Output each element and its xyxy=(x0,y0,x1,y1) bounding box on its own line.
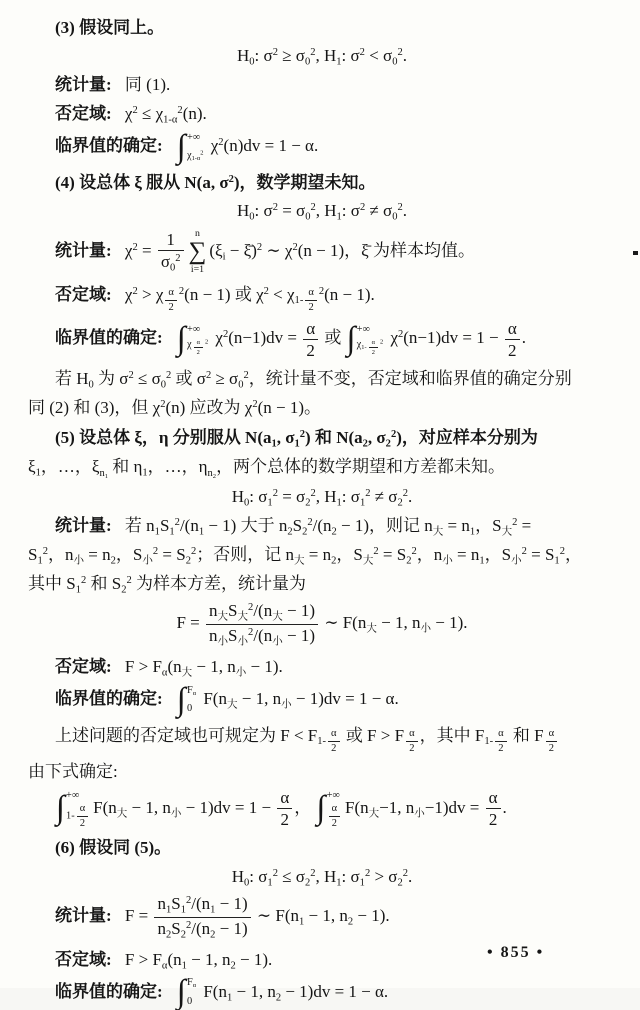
sec3-heading xyxy=(28,16,616,39)
sec5-statistic1-math: 若 $n_1S_1^2/(n_1 - 1)$ 大于 $n_2S_2^2/(n_2 - 1)$，则记 $n_大 = n_1$，$S_大^2$ = xyxy=(124,516,532,538)
rejection-label: 否定域: xyxy=(55,656,112,676)
sec3-hypothesis-math: $H_0$: $\sigma^2 \ge \sigma_0^2$, $H_1$: $\sigma^2 < \sigma_0^2$. xyxy=(237,46,407,68)
sec3-rejection-math: $\chi^2 \le \chi_{1-\alpha}^2(n)$. xyxy=(124,103,207,126)
statistic-label: 统计量: xyxy=(55,75,112,95)
sec5-note2-text: 由下式确定: xyxy=(28,761,118,781)
sec5-note-formula-math: ∫ +∞ 1- $\frac{\alpha}{2}$ $F(n_大 - 1$, $n_小 - 1)dv = 1$ − $\frac{\alpha}{2}$ ， ∫ +∞ $\frac{\alpha}{2}$ $F(n_大-1$, $n_小-1)dv$ = $\frac{\alpha}{2}$ . xyxy=(56,788,507,830)
sec5-rejection-math: $F > F_\alpha(n_大 - 1$, $n_小 - 1$). xyxy=(124,656,283,679)
sec5-heading-line1 xyxy=(28,426,616,450)
sec5-formula xyxy=(28,601,616,648)
critical-label: 临界值的确定: xyxy=(55,328,163,348)
sec4-heading xyxy=(28,171,616,194)
sec5-statistic-line1 xyxy=(28,514,616,538)
rejection-label: 否定域: xyxy=(55,103,112,123)
sec3-statistic-math: 同 (1). xyxy=(124,75,171,95)
sec5-hypothesis-math: $H_0$: $\sigma_1^2 = \sigma_2^2$, $H_1$: $\sigma_1^2 \ne \sigma_2^2$. xyxy=(231,487,413,509)
scan-artifact xyxy=(633,251,638,255)
sec5-heading1-text: (5) 设总体 ξ，η 分别服从 $N(a_1$, $\sigma_1^2$) 和 $N(a_2$, $\sigma_2^2$)，对应样本分别为 xyxy=(55,428,538,450)
sec6-rejection-math: $F > F_\alpha(n_1 - 1$, $n_2 - 1$). xyxy=(124,949,273,971)
sec4-hypothesis-math: $H_0$: $\sigma^2 = \sigma_0^2$, $H_1$: $\sigma^2 \ne \sigma_0^2$. xyxy=(237,201,407,223)
sec5-heading-line2 xyxy=(28,455,616,480)
sec3-critical-math: ∫ +∞ $\chi_{1-\alpha}^2$ $\chi^2(n)dv = 1 - \alpha$. xyxy=(176,128,319,165)
sec3-rejection xyxy=(28,102,616,126)
sec4-note1-math: 若 $H_0$ 为 $\sigma^2 \le \sigma_0^2$ 或 $\sigma^2 \ge \sigma_0^2$，统计量不变，否定域和临界值的确定分别 xyxy=(55,369,572,391)
sec6-critical xyxy=(28,976,616,1009)
critical-label: 临界值的确定: xyxy=(55,136,163,156)
sec6-heading-text: (6) 假设同 (5)。 xyxy=(55,838,172,858)
sec6-statistic-math: F = $\frac{n_1S_1^2/(n_1 - 1)}{n_2S_2^2/(n_2 - 1)}$ ∼ $F(n_1 - 1$, $n_2 - 1$). xyxy=(124,893,390,941)
critical-label: 临界值的确定: xyxy=(55,689,163,709)
sec5-rejection xyxy=(28,655,616,679)
sec6-hypothesis-math: $H_0$: $\sigma_1^2 \le \sigma_2^2$, $H_1$: $\sigma_1^2 > \sigma_2^2$. xyxy=(231,866,413,889)
sec4-note-line1 xyxy=(28,367,616,391)
sec3-hypothesis xyxy=(28,44,616,68)
sec5-heading2-text: $\xi_1$，…，$\xi_{n_1}$ 和 $\eta_1$，…，$\eta_{n_2}$，两个总体的数学期望和方差都未知。 xyxy=(28,457,506,480)
sec4-heading-text: (4) 设总体 ξ 服从 N(a, $\sigma^2$)，数学期望未知。 xyxy=(55,172,376,192)
statistic-label: 统计量: xyxy=(55,240,112,260)
sec4-statistic-math: $\chi^2$ = $\frac{1}{\sigma_0^2}$ n ∑ i=1 ($\xi_i$ − ξ̄)$^2$ ∼ $\chi^2(n - 1)$，ξ̄ 为样本均值。 xyxy=(124,228,475,276)
sec5-note-line1 xyxy=(28,724,616,755)
rejection-label: 否定域: xyxy=(55,949,112,969)
sec4-critical xyxy=(28,319,616,360)
sec4-critical-math: ∫ +∞ χ $_{\frac{\alpha}{2}}$ $^2$ $\chi^2(n-1)dv$ = $\frac{\alpha}{2}$ 或 ∫ +∞ $\chi_{1- \frac{\alpha}{2}}$ $^2$ $\chi^2(n-1)dv = 1$ − $\frac{\alpha}{2}$ . xyxy=(176,318,527,361)
sec3-heading-text: (3) 假设同上。 xyxy=(55,18,165,37)
sec5-critical-math: ∫ $F_\alpha$ 0 $F(n_大 - 1$, $n_小 - 1)dv = 1 - \alpha$. xyxy=(176,681,399,718)
sec3-statistic xyxy=(28,73,616,96)
sec4-rejection-math: $\chi^2 > \chi$ $_{\frac{\alpha}{2}}$ $^2$(n − 1) 或 $\chi^2 < \chi_{1- \frac{\alpha}{2}}$ $^2$(n − 1). xyxy=(124,284,375,314)
sec4-rejection xyxy=(28,283,616,314)
sec6-heading xyxy=(28,836,616,859)
sec5-statistic2-math: $S_1^2$，$n_小 = n_2$，$S_小^2 = S_2^2$；否则，记 $n_大 = n_2$，$S_大^2 = S_2^2$，$n_小 = n_1$，$S_小^2 = S_1^2$， xyxy=(28,545,582,567)
sec6-hypothesis xyxy=(28,865,616,889)
sec5-formula-math: F = $\frac{n_大S_大^2/(n_大 - 1)}{n_小S_小^2/(n_小 - 1)}$ ∼ $F(n_大 - 1$, $n_小 - 1$). xyxy=(176,600,468,648)
sec6-critical-math: ∫ $F_\alpha$ 0 $F(n_1 - 1$, $n_2 - 1)dv = 1 - \alpha$. xyxy=(176,974,389,1010)
sec4-note2-math: 同 (2) 和 (3)，但 $\chi^2(n)$ 应改为 $\chi^2(n - 1)$。 xyxy=(28,397,322,417)
critical-label: 临界值的确定: xyxy=(55,981,163,1001)
sec4-note-line2 xyxy=(28,396,616,419)
sec5-note-line2 xyxy=(28,760,616,783)
sec6-statistic xyxy=(28,894,616,941)
sec5-note1-math: 上述问题的否定域也可规定为 $F < F_{1- \frac{\alpha}{2}}$ 或 F > F $_{\frac{\alpha}{2}}$ ，其中 $F_{1- \frac{\alpha}{2}}$ 和 F $_{\frac{\alpha}{2}}$ xyxy=(55,726,559,745)
sec5-statistic-line2 xyxy=(28,543,616,567)
page-number: • 855 • xyxy=(487,944,545,961)
sec5-statistic-line3 xyxy=(28,572,616,596)
sec5-hypothesis xyxy=(28,485,616,509)
sec4-statistic xyxy=(28,228,616,276)
sec5-statistic3-math: 其中 $S_1^2$ 和 $S_2^2$ 为样本方差，统计量为 xyxy=(28,574,306,596)
sec3-critical xyxy=(28,128,616,165)
sec5-critical xyxy=(28,681,616,718)
rejection-label: 否定域: xyxy=(55,284,112,304)
statistic-label: 统计量: xyxy=(55,906,112,926)
sec5-note-formula xyxy=(28,788,616,829)
statistic-label: 统计量: xyxy=(55,516,112,536)
sec4-hypothesis xyxy=(28,199,616,223)
